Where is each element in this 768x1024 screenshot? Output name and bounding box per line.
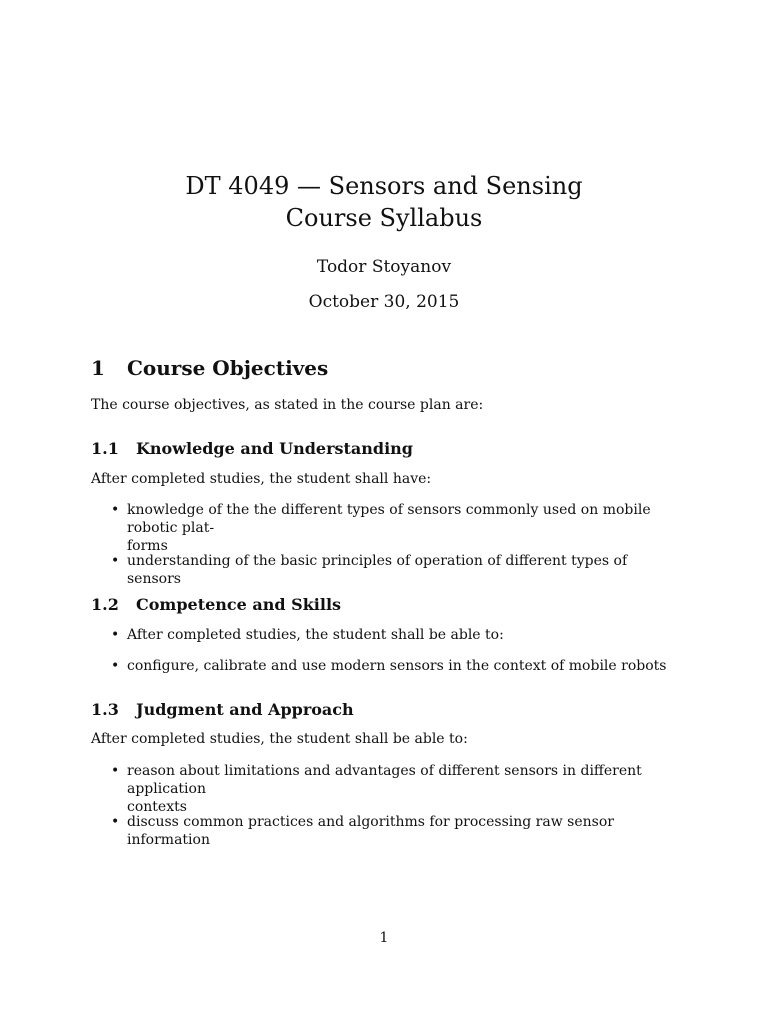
subsection-intro-paragraph: After completed studies, the student shall have:: [91, 471, 432, 487]
subsection-heading-knowledge: [91, 439, 413, 458]
subsection-number: 1.1: [91, 439, 119, 458]
bullet-marker: •: [111, 553, 120, 569]
page-number: 1: [379, 930, 389, 946]
list-item: [111, 626, 681, 644]
list-item-text: understanding of the basic principles of operation of different types of sensors: [127, 553, 628, 587]
subsection-heading-judgment: [91, 700, 354, 719]
document-title-line-1: DT 4049 — Sensors and Sensing: [185, 172, 583, 200]
list-item: [111, 552, 681, 588]
list-item-text-line: forms: [127, 538, 168, 554]
subsection-number: 1.2: [91, 595, 119, 614]
list-item-text: discuss common practices and algorithms for processing raw sensor information: [127, 814, 614, 848]
subsection-title: Knowledge and Understanding: [136, 439, 413, 458]
bullet-marker: •: [111, 763, 120, 779]
subsection-heading-competence: [91, 595, 341, 614]
author-name: Todor Stoyanov: [316, 257, 452, 277]
list-item: [111, 657, 681, 675]
subsection-title: Judgment and Approach: [136, 700, 354, 719]
list-item: [111, 501, 681, 555]
list-item-text: configure, calibrate and use modern sensors in the context of mobile robots: [127, 658, 667, 674]
list-item: [111, 813, 681, 849]
subsection-intro-paragraph: After completed studies, the student shall be able to:: [91, 731, 468, 747]
bullet-marker: •: [111, 627, 120, 643]
section-heading-course-objectives: [91, 356, 328, 380]
list-item: [111, 762, 681, 816]
document-date: October 30, 2015: [308, 292, 460, 312]
list-item-text-line: reason about limitations and advantages of different sensors in different application: [127, 763, 642, 797]
subsection-title: Competence and Skills: [136, 595, 342, 614]
list-item-text-line: knowledge of the the different types of sensors commonly used on mobile robotic plat-: [127, 502, 651, 536]
list-item-text: After completed studies, the student shall be able to:: [127, 627, 504, 643]
list-item-text-line: contexts: [127, 799, 187, 815]
subsection-number: 1.3: [91, 700, 119, 719]
section-intro-paragraph: The course objectives, as stated in the course plan are:: [91, 397, 484, 413]
section-number: 1: [91, 356, 105, 380]
bullet-marker: •: [111, 814, 120, 830]
document-title-line-2: Course Syllabus: [285, 204, 483, 232]
bullet-marker: •: [111, 502, 120, 518]
section-title: Course Objectives: [127, 356, 329, 380]
bullet-marker: •: [111, 658, 120, 674]
